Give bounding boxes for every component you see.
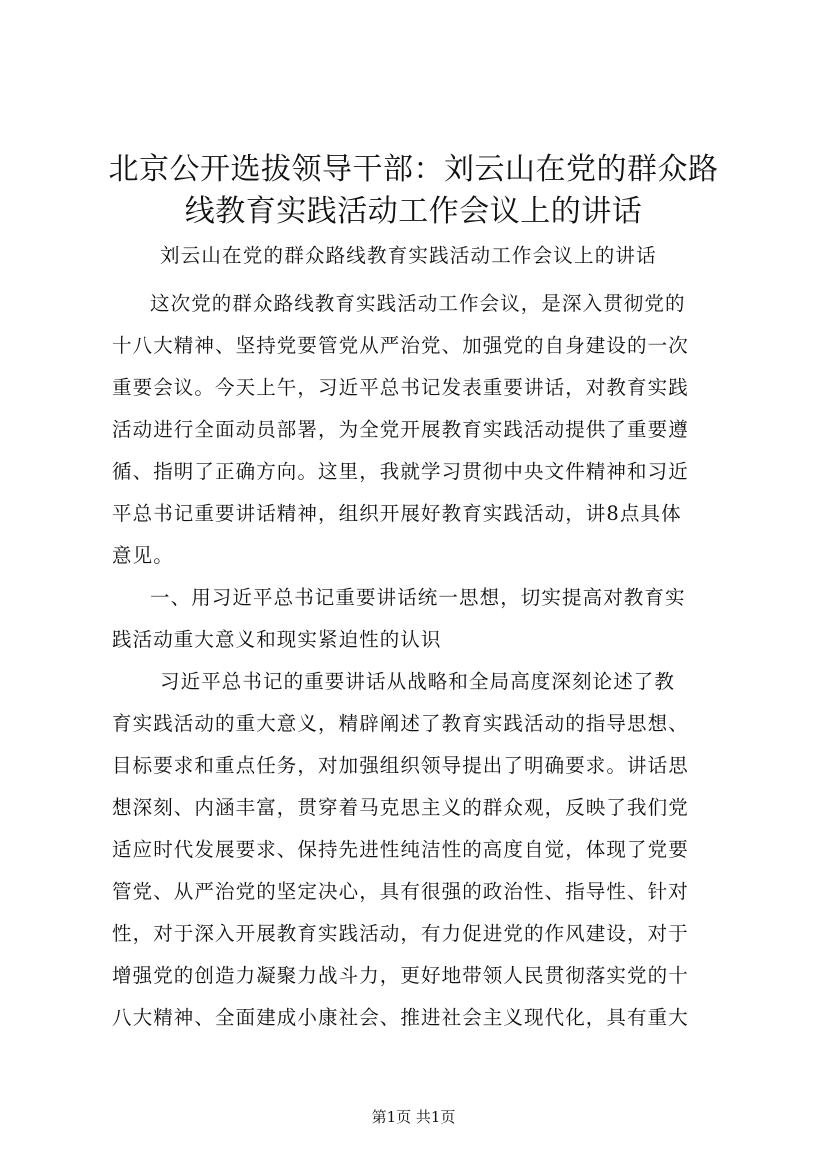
section-heading-line: 践活动重大意义和现实紧迫性的认识 xyxy=(112,628,442,651)
body-line: 活动进行全面动员部署，为全党开展教育实践活动提供了重要遵 xyxy=(112,418,689,441)
document-subtitle: 刘云山在党的群众路线教育实践活动工作会议上的讲话 xyxy=(160,244,657,267)
body-line: 性，对于深入开展教育实践活动，有力促进党的作风建设，对于 xyxy=(112,922,689,945)
document-body xyxy=(112,283,717,1039)
page-number-footer: 第1页 共1页 xyxy=(371,1108,456,1126)
body-line: 管党、从严治党的坚定决心，具有很强的政治性、指导性、针对 xyxy=(112,880,689,903)
body-line: 意见。 xyxy=(112,544,174,567)
body-line: 十八大精神、坚持党要管党从严治党、加强党的自身建设的一次 xyxy=(112,334,689,357)
document-title-line-2: 线教育实践活动工作会议上的讲话 xyxy=(184,194,643,229)
section-heading-line: 一、用习近平总书记重要讲话统一思想，切实提高对教育实 xyxy=(150,586,686,609)
body-line: 目标要求和重点任务，对加强组织领导提出了明确要求。讲话思 xyxy=(112,754,689,777)
body-line: 这次党的群众路线教育实践活动工作会议，是深入贯彻党的 xyxy=(150,292,686,315)
body-line: 循、指明了正确方向。这里，我就学习贯彻中央文件精神和习近 xyxy=(112,460,689,483)
body-line: 八大精神、全面建成小康社会、推进社会主义现代化，具有重大 xyxy=(112,1006,689,1029)
document-title-line-1: 北京公开选拔领导干部：刘云山在党的群众路 xyxy=(108,152,719,187)
body-line: 平总书记重要讲话精神，组织开展好教育实践活动，讲8点具体 xyxy=(112,502,682,525)
body-line: 适应时代发展要求、保持先进性纯洁性的高度自觉，体现了党要 xyxy=(112,838,689,861)
body-line: 增强党的创造力凝聚力战斗力，更好地带领人民贯彻落实党的十 xyxy=(112,964,689,987)
body-line: 重要会议。今天上午，习近平总书记发表重要讲话，对教育实践 xyxy=(112,376,689,399)
body-line: 习近平总书记的重要讲话从战略和全局高度深刻论述了教 xyxy=(160,670,676,693)
body-line: 育实践活动的重大意义，精辟阐述了教育实践活动的指导思想、 xyxy=(112,712,689,735)
body-line: 想深刻、内涵丰富，贯穿着马克思主义的群众观，反映了我们党 xyxy=(112,796,689,819)
